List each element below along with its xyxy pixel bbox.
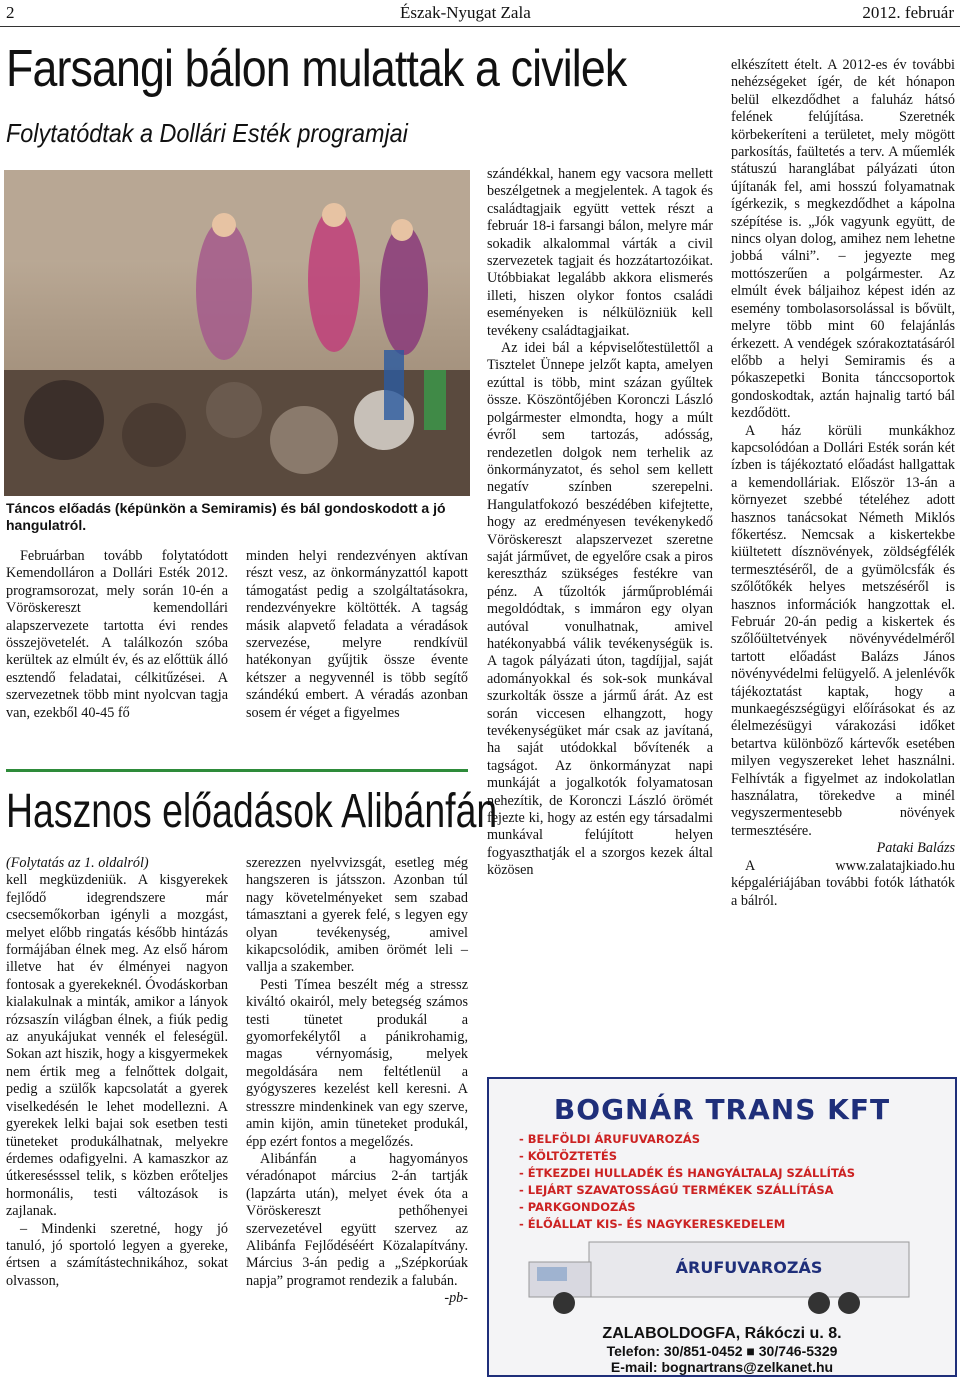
ad-service-item: - ÉTKEZDEI HULLADÉK ÉS HANGYÁLTALAJ SZÁLLÍTÁS xyxy=(519,1166,856,1180)
article2-col2-p3: Alibánfán a hagyományos véradónapot március 2-án tartják (lapzárta után), melyet évek óta a Vöröskereszt pethőhenyei szervezetével együtt szervez az Alibánfa Fejlődéséért Közalapítvány. Március 3-án pedig a „Szépkorúak napja” programot rendezik a falubán. xyxy=(246,1150,468,1289)
article1-column-1 xyxy=(6,548,228,722)
truck-label: ÁRUFUVAROZÁS xyxy=(675,1258,823,1277)
issue-date: 2012. február xyxy=(862,3,954,22)
page-header xyxy=(0,0,960,27)
ad-service-item: - BELFÖLDI ÁRUFUVAROZÁS xyxy=(519,1132,700,1146)
article2-col2-p2: Pesti Tímea beszélt még a stressz kiváltó okairól, mely betegség számos testi tünetet produkál a gyomorfekélytől a pánikrohamig, magas vérnyomásig, melyek megoldására nem feltétlenül a gyógyszeres kezelést kell keresni. A stresszre mindenkinek van egy szerve, amin kijön, amin tüneteket produkál, épp ezért fontos a megelőzés. xyxy=(246,976,468,1150)
article1-col1-text: Februárban tovább folytatódott Kemendolláron a Dollári Esték 2012. programsorozat, mely során 10-én a Vöröskereszt kemendollári alapszervezete tartotta évi rendes összejövetelét. A találkozón szóba kerültek az elmúlt év, és az előttük álló esztendő feladatai, célkitűzései. A szervezetnek több mint nyolcvan tagja van, ezekből 40-45 fő xyxy=(6,548,228,721)
section-divider xyxy=(6,769,468,772)
ad-email: E-mail: bognartrans@zelkanet.hu xyxy=(610,1359,834,1375)
article1-column-3 xyxy=(487,166,713,880)
page-number: 2 xyxy=(6,3,15,22)
article1-col4-p2: A ház körüli munkákhoz kapcsolódóan a Dollári Esték során két ízben is tájékoztató előadást hallgattak a kemendolláriak. Először 13-án a környezet szebbé tételéhez adott hasznos tanácsokat Németh Miklós főkertész. Nemcsak a kiskertekbe kiültetett dísznövények, zöldségfélék termesztéséről, de a gyümölcsfák és szőlőtőkék helyes metszéséről is hasznos információk hangzottak el. Február 20-án pedig a kiskertek és szőlőültetvények növényvédelméről tartott előadást Balázs János növényvédelmi felügyelő. A jelenlévők tájékoztatást kaptak, hogy a munkaegészségügyi előírásokat és az élelmezésügyi várakozási időket betartva különböző kártevők esetében milyen vegyszereket lehet használni. Felhívták a figyelmet az indokolatlan használatra, törekedve a minél vegyszermentesebb növények termesztésére. xyxy=(731,422,955,839)
article2-title: Hasznos előadások Alibánfán xyxy=(6,785,498,838)
ad-address: ZALABOLDOGFA, Rákóczi u. 8. xyxy=(602,1325,842,1342)
ad-service-item: - KÖLTÖZTETÉS xyxy=(519,1149,618,1163)
article-title: Farsangi bálon mulattak a civilek xyxy=(6,40,627,98)
article-photo xyxy=(4,170,470,496)
photo-caption: Táncos előadás (képünkön a Semiramis) és bál gondoskodott a jó hangulatról. xyxy=(6,500,446,533)
dancers-photo-illustration xyxy=(4,170,470,496)
continuation-note: (Folytatás az 1. oldalról) xyxy=(6,855,149,871)
article2-col1-p1: kell megküzdeniük. A kisgyerekek fejlődő idegrendszere már csecsemőkorban igényli a mozgást, melyet előbb ringatás később hintázás formájában élnek meg. Az első három illetve hat év élményei nagyon fontosak a gyerekeknél. Óvodáskorban kialakulnak a minták, amikor a lányok rózsaszín világban élnek, a fiúk pedig az anyukájukat vennék el feleségül. Sokan azt hiszik, hogy a kisgyermekek nem értik meg a felnőttek dolgait, pedig a szülők kapcsolatát a gyerek viselkedésén le lehet modellezni. A gyerekek lelki bajai sok esetben testi tüneteket produkálhatnak, melyekre érdemes odafigyelni. A kamaszkor az útkeresésssel telik, s közben erőteljes hormonális, testi változások is zajlanak. xyxy=(6,872,228,1220)
truck-icon xyxy=(519,1237,919,1317)
article1-gallery-note: A www.zalatajkiado.hu képgalériájában további fotók láthatók a bálról. xyxy=(731,857,955,909)
article1-col4-p1: elkészített ételt. A 2012-es év további nehézségeket ígér, de két hónapon belül elkezdődhet a faluház hátsó felének felújítása. Szeretnék körbekeríteni a területet, mely mögött parkosítás, faültetés a terv. A műemlék státuszú haranglábat pályázati úton újítanák fel, ami hosszú folyamatnak ígérkezik, s megkezdődhet a kápolna szépítése is. „Jók vagyunk együtt, de nincs olyan dolog, amihez nem lehetne jobbá válni”. – jegyezte meg mottószerűen a polgármester. Az elmúlt évek báljaihoz képest idén az esemény tombolasorsolással is bővült, melyre több mint 60 felajánlás érkezett. A vendégek szórakoztatásáról előbb a helyi Semiramis és a pókaszepetki Bonita tánccsoportok gondoskodtak, aztán hajnalig tartó bál kezdődött. xyxy=(731,57,955,422)
article1-col3-p2: Az idei bál a képviselőtestülettől a Tisztelet Ünnepe jelzőt kapta, amelyen ezúttal is több, mint százan gyűltek össze. Köszöntőjében Koronczi László polgármester elmondta, hogy a múlt évről sem tartozás, adósság, rendezetlen dolgok nem terhelik az önkormányzatot, és sehol sem kellett negatív színben szerepelni. Hangulatfokozó beszédében kifejtette, hogy az eredményesen tevékenykedő Vöröskereszt alapszervezet szeretne saját járművet, de egyelőre csak a piros keresztház szükséges festékre van pénz. A tűzoltók járműproblémái megoldódtak, s immáron egy olyan autóval vonulhatnak, amivel hatékonyabbá válik tevékenységük is. A tagok pályázati úton, tagdíjjal, saját adományokkal és sok-sok munkával szurkolták össze a jármű árát. Az est során viccesen elhangzott, hogy tevékenységüket már csak az javítaná, ha saját utódokkal bővítenék a tagságot. Az önkormányzat napi munkáját a jogalkotók folyamatosan nehezítik, de Koronczi László örömét fejezte ki, hogy az estén egy társadalmi munkával felújított helyen fogyaszthatják el a szorgos kezek által közösen xyxy=(487,340,713,879)
ad-service-item: - LEJÁRT SZAVATOSSÁGÚ TERMÉKEK SZÁLLÍTÁSA xyxy=(519,1183,834,1197)
ad-services-list xyxy=(519,1131,855,1233)
ad-phone: Telefon: 30/851-0452 ■ 30/746-5329 xyxy=(606,1343,838,1359)
bognar-trans-advertisement xyxy=(487,1077,957,1377)
article2-col2-p1: szerezzen nyelvvizsgát, esetleg még hangszeren is játsszon. Azonban túl nagy követelményeket sem szabad támasztani a gyerek felé, s legyen egy olyan tevékenység, amivel kikapcsolódik, amiben örömét leli – vallja a szakember. xyxy=(246,855,468,976)
article2-column-1 xyxy=(6,855,228,1290)
article2-column-2 xyxy=(246,855,468,1308)
ad-company-name: BOGNÁR TRANS KFT xyxy=(553,1093,891,1126)
article1-author: Pataki Balázs xyxy=(876,840,955,857)
article2-col1-p2: – Mindenki szeretné, hogy jó tanuló, jó sportoló legyen a gyereke, értsen a számítástechnikához, sokat olvasson, xyxy=(6,1220,228,1289)
article1-column-4 xyxy=(731,57,955,910)
publication-name: Észak-Nyugat Zala xyxy=(400,3,531,22)
article-subtitle: Folytatódtak a Dollári Esték programjai xyxy=(6,118,408,148)
ad-service-item: - ÉLŐÁLLAT KIS- ÉS NAGYKERESKEDELEM xyxy=(519,1217,786,1231)
ad-service-item: - PARKGONDOZÁS xyxy=(519,1200,636,1214)
article1-column-2 xyxy=(246,548,468,722)
article1-col2-text: minden helyi rendezvényen aktívan részt vesz, az önkormányzattól kapott támogatást pedig a szolgáltatásokra, rendezvényekre költötték. A tagság másik alapvető feladata a véradások szervezése, melyre rendkívül hatékonyan gyűjtik össze évente kétszer a negyvennél is több segítő szándékú embert. A véradás azonban sosem ér véget a figyelmes xyxy=(246,548,468,721)
article1-col3-p1: szándékkal, hanem egy vacsora mellett beszélgetnek a megjelentek. A tagok és családtagjaik együtt vettek részt a február 18-i farsangi bálon, melyre már sokadik alkalommal várták a civil szervezetek tagjait és hozzátartozóikat. Utóbbiakat legalább akkora elismerés illeti, hiszen olykor fontos családi eseményeken is nélkülözniük kell tevékeny családtagjaikat. xyxy=(487,166,713,339)
article2-signature: -pb- xyxy=(444,1290,468,1307)
